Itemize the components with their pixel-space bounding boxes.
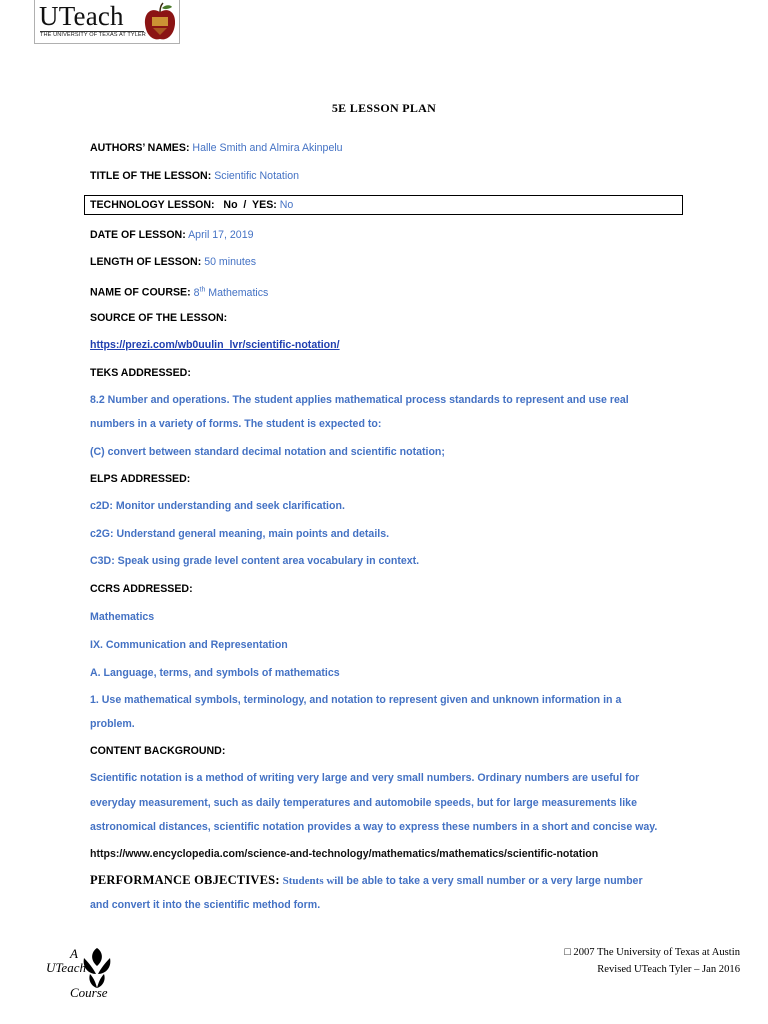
date-label: DATE OF LESSON: [90, 229, 186, 241]
lesson-title-value: Scientific Notation [214, 170, 299, 182]
authors-line [90, 141, 343, 155]
course-label: NAME OF COURSE: [90, 286, 191, 299]
course-line [90, 283, 268, 300]
teks-line-3: (C) convert between standard decimal notation and scientific notation; [90, 446, 445, 458]
objectives-line-1 [90, 873, 643, 888]
elps-label: ELPS ADDRESSED: [90, 473, 191, 485]
course-logo-course: Course [70, 985, 108, 1000]
elps-item: c2G: Understand general meaning, main points and details. [90, 528, 390, 540]
objectives-line-2: and convert it into the scientific method form. [90, 899, 321, 911]
course-logo-uteach: UTeach [46, 960, 86, 975]
background-url: https://www.encyclopedia.com/science-and-technology/mathematics/mathematics/scientific-notation [90, 848, 599, 860]
source-link-line [90, 338, 340, 352]
footer-revised: Revised UTeach Tyler – Jan 2016 [597, 964, 740, 975]
authors-label: AUTHORS’ NAMES: [90, 142, 190, 154]
ccrs-line-1: Mathematics [90, 611, 155, 623]
course-value [194, 287, 269, 299]
date-line [90, 228, 253, 242]
logo-wordmark: UTeach [39, 1, 124, 31]
background-line-3: astronomical distances, scientific notation provides a way to express these numbers in a short and concise way. [90, 821, 658, 833]
objectives-text-1: be able to take a very small number or a very large number [343, 875, 643, 887]
teks-line-2: numbers in a variety of forms. The student is expected to: [90, 418, 382, 430]
course-number: 8 [193, 286, 200, 299]
apple-icon [142, 2, 178, 42]
background-label: CONTENT BACKGROUND: [90, 745, 226, 757]
background-line-2: everyday measurement, such as daily temperatures and automobile speeds, but for large measurements like [90, 797, 637, 809]
ccrs-label: CCRS ADDRESSED: [90, 583, 193, 595]
technology-value: No [279, 199, 294, 211]
lesson-title-line [90, 169, 299, 183]
authors-value: Halle Smith and Almira Akinpelu [192, 142, 343, 154]
length-value: 50 minutes [204, 256, 257, 268]
technology-line [90, 198, 293, 212]
length-label: LENGTH OF LESSON: [90, 256, 202, 268]
ccrs-line-4: 1. Use mathematical symbols, terminology, and notation to represent given and unknown information in a [90, 694, 622, 706]
date-value: April 17, 2019 [188, 229, 254, 241]
uteach-tyler-logo [34, 0, 180, 44]
source-label: SOURCE OF THE LESSON: [90, 312, 228, 324]
length-line [90, 255, 256, 269]
elps-item: C3D: Speak using grade level content area vocabulary in context. [90, 555, 420, 567]
page-title: 5E LESSON PLAN [331, 101, 437, 115]
course-subject: Mathematics [205, 286, 269, 299]
source-link[interactable]: https://prezi.com/wb0uulin_lvr/scientific-notation/ [90, 339, 340, 351]
lesson-title-label: TITLE OF THE LESSON: [90, 170, 212, 182]
ccrs-line-5: problem. [90, 718, 135, 730]
objectives-label: PERFORMANCE OBJECTIVES: [90, 873, 280, 887]
objectives-start: Students will [282, 875, 344, 887]
ccrs-line-2: IX. Communication and Representation [90, 639, 288, 651]
footer-copyright: □ 2007 The University of Texas at Austin [564, 947, 740, 958]
ccrs-line-3: A. Language, terms, and symbols of mathematics [90, 667, 340, 679]
teks-label: TEKS ADDRESSED: [90, 367, 191, 379]
background-line-1: Scientific notation is a method of writing very large and very small numbers. Ordinary numbers are useful for [90, 772, 640, 784]
course-ordinal: th [199, 286, 206, 293]
course-logo-a: A [70, 946, 78, 961]
technology-label: TECHNOLOGY LESSON: No / YES: [90, 199, 277, 211]
logo-subtitle: THE UNIVERSITY OF TEXAS AT TYLER [40, 32, 146, 38]
teks-line-1: 8.2 Number and operations. The student applies mathematical process standards to represent and use real [90, 394, 629, 406]
elps-item: c2D: Monitor understanding and seek clarification. [90, 500, 345, 512]
